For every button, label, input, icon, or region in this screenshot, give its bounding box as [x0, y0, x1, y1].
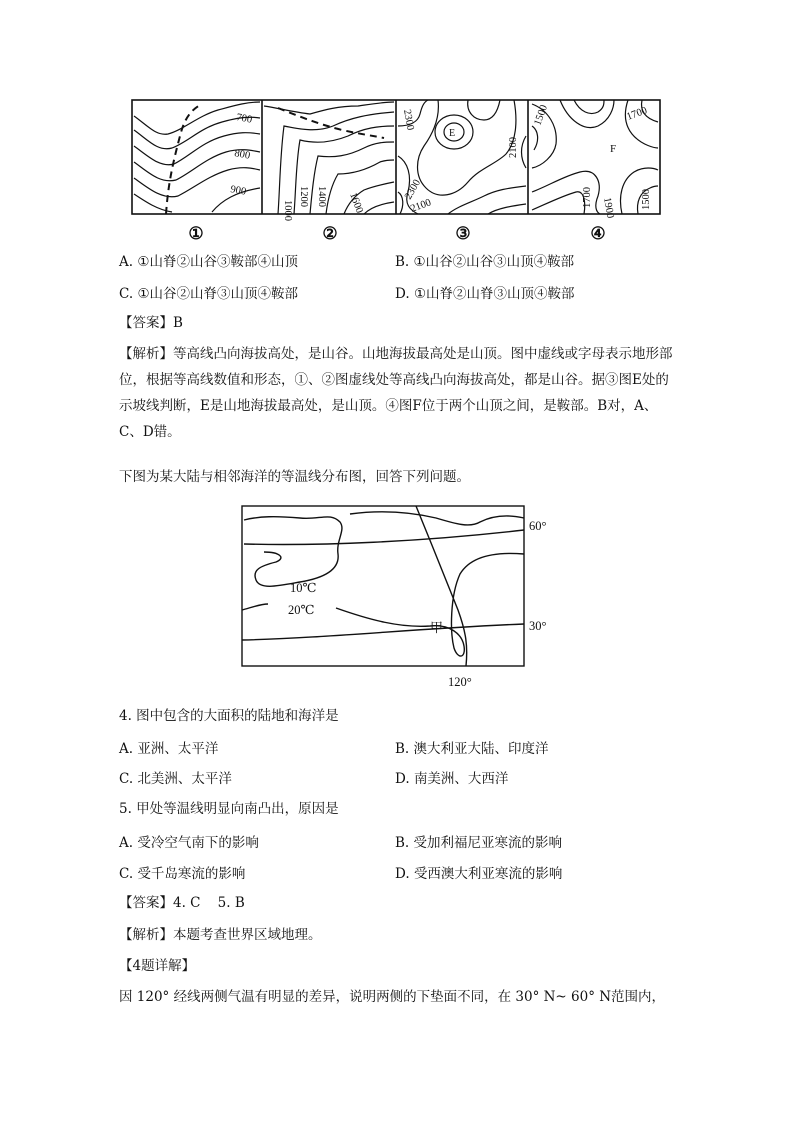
option-letter: A. — [119, 254, 134, 270]
option-text: ①山谷②山谷③山顶④鞍部 — [413, 254, 575, 270]
contour-label: 900 — [229, 184, 247, 198]
contour-label: 2100 — [409, 197, 433, 215]
option-letter: B. — [395, 741, 410, 757]
option-letter: B. — [395, 254, 410, 270]
contour-label: 1400 — [316, 186, 327, 207]
option-letter: A. — [119, 741, 134, 757]
contour-label: 2300 — [403, 177, 424, 202]
isotherm-upper — [244, 530, 524, 544]
q4-option-a — [119, 737, 218, 757]
q4-stem: 4. 图中包含的大面积的陆地和海洋是 — [119, 708, 339, 724]
contour-label: 1500 — [641, 189, 652, 210]
option-text: 亚洲、太平洋 — [137, 741, 219, 757]
q4-option-d — [395, 767, 508, 787]
panel-number: ④ — [590, 224, 606, 243]
q5-option-b — [395, 831, 562, 851]
contour-label: 1700 — [625, 105, 649, 123]
contour-label: 2300 — [401, 108, 416, 132]
option-letter: B. — [395, 835, 410, 851]
option-letter: C. — [119, 771, 134, 787]
isotherm-20-west — [242, 604, 268, 610]
answer-4-5: 【答案】4. C 5. B — [119, 895, 245, 911]
panel-number: ③ — [455, 224, 471, 243]
q5-option-a — [119, 831, 259, 851]
contour-label: 2100 — [508, 137, 519, 158]
panel1-valley-line — [166, 104, 202, 214]
q3-option-b — [395, 250, 574, 270]
isotherm-20-east — [336, 553, 524, 656]
option-letter: C. — [119, 286, 134, 302]
contour-label: 1500 — [532, 103, 551, 128]
q4-option-b — [395, 737, 549, 757]
q3-answer: 【答案】B — [119, 315, 183, 331]
option-text: 受千岛寒流的影响 — [137, 866, 246, 882]
isotherm-north — [350, 512, 524, 525]
q5-option-c — [119, 862, 245, 882]
contour-map-figure — [128, 96, 664, 246]
panel2-valley-line — [278, 108, 384, 138]
option-text: 受冷空气南下的影响 — [137, 835, 259, 851]
isotherm-label-20: 20℃ — [288, 603, 315, 617]
isotherm-map-figure — [240, 500, 552, 692]
option-text: 南美洲、大西洋 — [413, 771, 509, 787]
option-text: 澳大利亚大陆、印度洋 — [413, 741, 549, 757]
q3-analysis: 【解析】等高线凸向海拔高处，是山谷。山地海拔最高处是山顶。图中虚线或字母表示地形部位，根据等高线数值和形态，①、②图虚线处等高线凸向海拔高处，都是山谷。据③图E处的示坡线判断，E是山地海拔最高处，是山顶。④图F位于两个山顶之间，是鞍部。B对，A、C、D错。 — [119, 346, 673, 440]
q3-option-c — [119, 282, 298, 302]
saddle-label-f: F — [610, 143, 617, 155]
option-letter: D. — [395, 866, 410, 882]
option-text: 受西澳大利亚寒流的影响 — [413, 866, 563, 882]
detail-text-4: 因 120° 经线两侧气温有明显的差异，说明两侧的下垫面不同，在 30° N~ 60° N范围内， — [119, 989, 666, 1005]
detail-heading-4: 【4题详解】 — [119, 958, 196, 974]
q5-stem: 5. 甲处等温线明显向南凸出，原因是 — [119, 801, 339, 817]
isotherm-10 — [244, 517, 342, 587]
figure2-intro: 下图为某大陆与相邻海洋的等温线分布图，回答下列问题。 — [119, 469, 470, 485]
latitude-label-60: 60° — [529, 519, 547, 533]
contour-label: 800 — [233, 148, 251, 162]
latitude-label-30: 30° — [529, 619, 547, 633]
panel3-contours — [398, 100, 526, 214]
analysis-4-5: 【解析】本题考查世界区域地理。 — [119, 927, 322, 943]
option-text: ①山谷②山脊③山顶④鞍部 — [137, 286, 299, 302]
option-letter: D. — [395, 771, 410, 787]
q3-option-a — [119, 250, 298, 270]
contour-label: 1900 — [601, 196, 616, 220]
contour-label: 700 — [235, 112, 253, 126]
q5-option-d — [395, 862, 562, 882]
q3-option-d — [395, 282, 575, 302]
option-text: ①山脊②山脊③山顶④鞍部 — [413, 286, 575, 302]
option-letter: D. — [395, 286, 410, 302]
option-letter: C. — [119, 866, 134, 882]
contour-label: 1000 — [282, 200, 293, 221]
option-letter: A. — [119, 835, 134, 851]
option-text: 北美洲、太平洋 — [137, 771, 232, 787]
peak-label-e: E — [449, 128, 456, 139]
contour-label: 1200 — [298, 186, 309, 207]
map-frame — [242, 506, 524, 666]
location-jia: 甲 — [430, 620, 444, 635]
q4-option-c — [119, 767, 232, 787]
contour-label: 1700 — [582, 187, 593, 208]
meridian-120 — [416, 506, 467, 666]
panel-number: ① — [188, 224, 204, 243]
panel-number: ② — [322, 224, 338, 243]
option-text: ①山脊②山谷③鞍部④山顶 — [137, 254, 298, 270]
panel2-contours — [264, 102, 394, 214]
longitude-label-120: 120° — [448, 675, 472, 689]
contour-label: 1600 — [347, 191, 365, 215]
isotherm-lower — [242, 624, 524, 640]
option-text: 受加利福尼亚寒流的影响 — [413, 835, 563, 851]
isotherm-label-10: 10℃ — [290, 581, 317, 595]
